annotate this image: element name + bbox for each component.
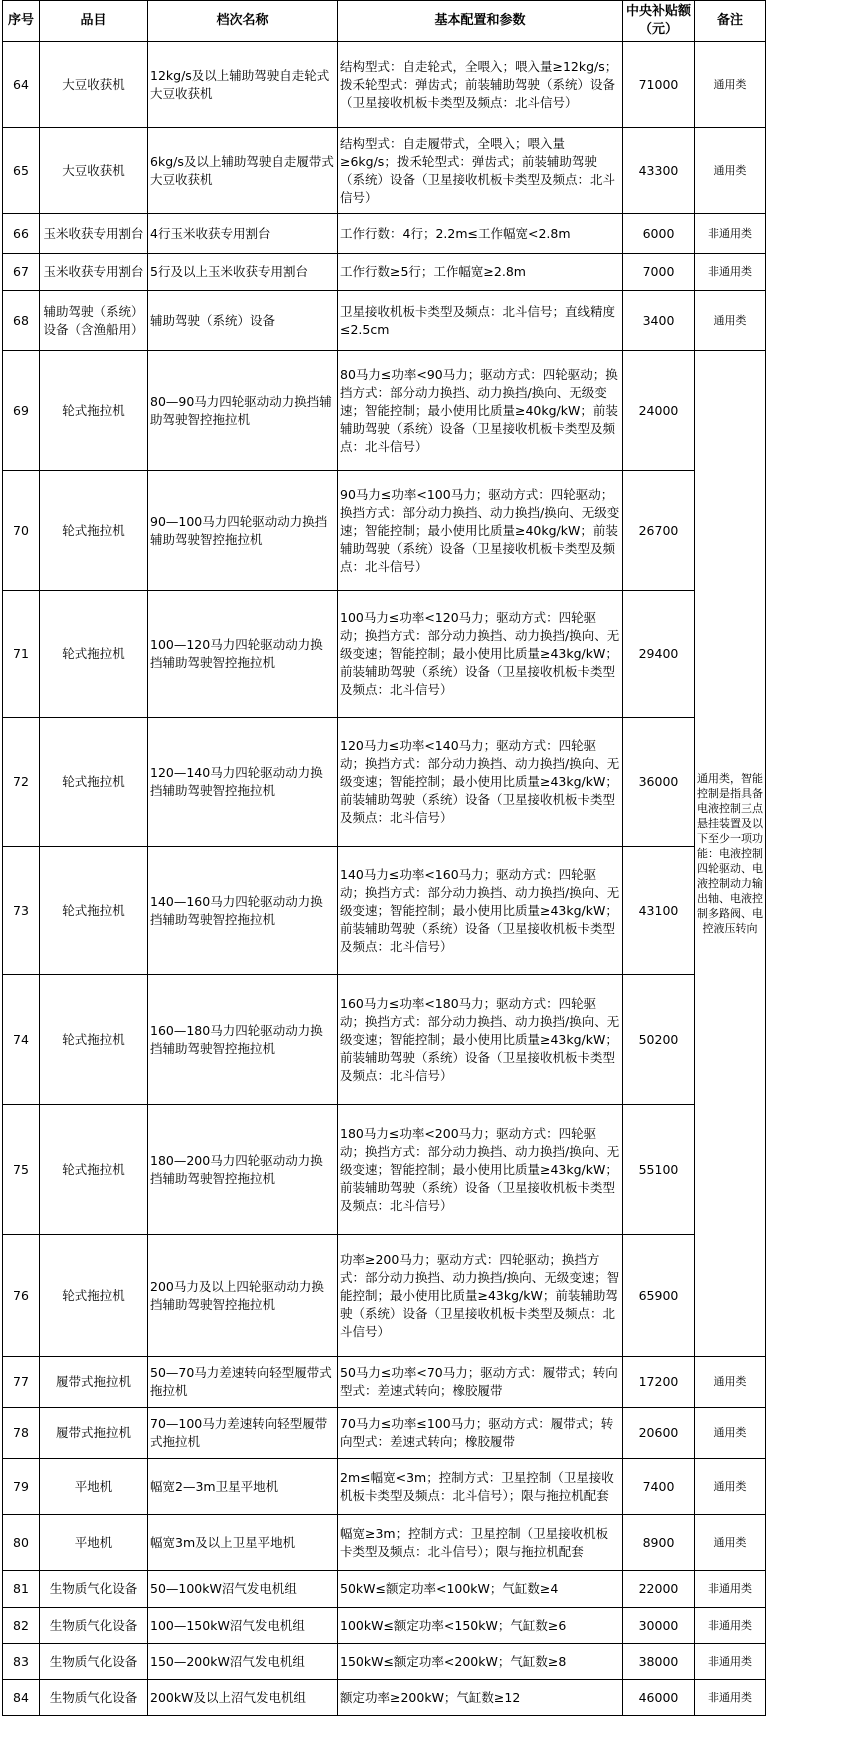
row-item: 轮式拖拉机 — [40, 975, 148, 1105]
row-item: 平地机 — [40, 1459, 148, 1515]
row-config: 结构型式：自走轮式，全喂入；喂入量≥12kg/s；拨禾轮型式：弹齿式；前装辅助驾驶（系统）设备（卫星接收机板卡类型及频点：北斗信号） — [338, 42, 623, 128]
row-item: 生物质气化设备 — [40, 1608, 148, 1644]
table-row — [3, 1105, 766, 1235]
row-item: 轮式拖拉机 — [40, 718, 148, 847]
row-subsidy: 26700 — [623, 471, 695, 591]
row-config: 80马力≤功率<90马力；驱动方式：四轮驱动；换挡方式：部分动力换挡、动力换挡/换向、无级变速；智能控制；最小使用比质量≥40kg/kW；前装辅助驾驶（系统）设备（卫星接收机板卡类型及频点：北斗信号） — [338, 351, 623, 471]
row-note: 通用类 — [695, 1459, 766, 1515]
row-no: 74 — [3, 975, 40, 1105]
row-item: 大豆收获机 — [40, 42, 148, 128]
row-no: 81 — [3, 1571, 40, 1608]
row-note: 非通用类 — [695, 214, 766, 254]
row-subsidy: 38000 — [623, 1644, 695, 1680]
row-item: 轮式拖拉机 — [40, 591, 148, 718]
table-row — [3, 42, 766, 128]
row-note: 非通用类 — [695, 1608, 766, 1644]
table-row — [3, 1357, 766, 1408]
row-config: 工作行数≥5行；工作幅宽≥2.8m — [338, 254, 623, 291]
row-subsidy: 17200 — [623, 1357, 695, 1408]
row-grade: 150—200kW沼气发电机组 — [148, 1644, 338, 1680]
row-grade: 5行及以上玉米收获专用割台 — [148, 254, 338, 291]
row-no: 70 — [3, 471, 40, 591]
row-subsidy: 22000 — [623, 1571, 695, 1608]
row-no: 80 — [3, 1515, 40, 1571]
table-row — [3, 1515, 766, 1571]
row-no: 65 — [3, 128, 40, 214]
table-row — [3, 1571, 766, 1608]
row-config: 卫星接收机板卡类型及频点：北斗信号；直线精度≤2.5cm — [338, 291, 623, 351]
row-config: 160马力≤功率<180马力；驱动方式：四轮驱动；换挡方式：部分动力换挡、动力换挡/换向、无级变速；智能控制；最小使用比质量≥43kg/kW；前装辅助驾驶（系统）设备（卫星接收机板卡类型及频点：北斗信号） — [338, 975, 623, 1105]
row-no: 66 — [3, 214, 40, 254]
row-config: 结构型式：自走履带式，全喂入；喂入量≥6kg/s；拨禾轮型式：弹齿式；前装辅助驾驶（系统）设备（卫星接收机板卡类型及频点：北斗信号） — [338, 128, 623, 214]
row-grade: 12kg/s及以上辅助驾驶自走轮式大豆收获机 — [148, 42, 338, 128]
row-no: 75 — [3, 1105, 40, 1235]
row-subsidy: 55100 — [623, 1105, 695, 1235]
row-item: 玉米收获专用割台 — [40, 254, 148, 291]
table-row — [3, 291, 766, 351]
row-subsidy: 8900 — [623, 1515, 695, 1571]
table-row — [3, 351, 766, 471]
row-note: 通用类 — [695, 1515, 766, 1571]
row-subsidy: 65900 — [623, 1235, 695, 1357]
header-config: 基本配置和参数 — [338, 1, 623, 42]
row-grade: 幅宽3m及以上卫星平地机 — [148, 1515, 338, 1571]
row-item: 轮式拖拉机 — [40, 1105, 148, 1235]
row-no: 76 — [3, 1235, 40, 1357]
header-row — [3, 1, 766, 42]
row-config: 2m≤幅宽<3m；控制方式：卫星控制（卫星接收机板卡类型及频点：北斗信号）；限与拖拉机配套 — [338, 1459, 623, 1515]
row-note: 通用类 — [695, 1408, 766, 1459]
row-grade: 100—150kW沼气发电机组 — [148, 1608, 338, 1644]
row-subsidy: 3400 — [623, 291, 695, 351]
row-config: 50kW≤额定功率<100kW；气缸数≥4 — [338, 1571, 623, 1608]
header-no: 序号 — [3, 1, 40, 42]
row-subsidy: 46000 — [623, 1680, 695, 1716]
header-note: 备注 — [695, 1, 766, 42]
row-note: 通用类 — [695, 128, 766, 214]
row-subsidy: 29400 — [623, 591, 695, 718]
row-no: 69 — [3, 351, 40, 471]
row-config: 150kW≤额定功率<200kW；气缸数≥8 — [338, 1644, 623, 1680]
row-note: 非通用类 — [695, 1644, 766, 1680]
row-config: 120马力≤功率<140马力；驱动方式：四轮驱动；换挡方式：部分动力换挡、动力换挡/换向、无级变速；智能控制；最小使用比质量≥43kg/kW；前装辅助驾驶（系统）设备（卫星接收机板卡类型及频点：北斗信号） — [338, 718, 623, 847]
row-note: 通用类 — [695, 1357, 766, 1408]
row-subsidy: 24000 — [623, 351, 695, 471]
row-grade: 160—180马力四轮驱动动力换挡辅助驾驶智控拖拉机 — [148, 975, 338, 1105]
row-subsidy: 43300 — [623, 128, 695, 214]
row-grade: 4行玉米收获专用割台 — [148, 214, 338, 254]
table-row — [3, 975, 766, 1105]
row-no: 73 — [3, 847, 40, 975]
row-subsidy: 7400 — [623, 1459, 695, 1515]
row-item: 轮式拖拉机 — [40, 471, 148, 591]
row-grade: 70—100马力差速转向轻型履带式拖拉机 — [148, 1408, 338, 1459]
header-subsidy: 中央补贴额（元） — [623, 1, 695, 42]
row-no: 64 — [3, 42, 40, 128]
row-item: 履带式拖拉机 — [40, 1408, 148, 1459]
row-item: 生物质气化设备 — [40, 1571, 148, 1608]
row-grade: 幅宽2—3m卫星平地机 — [148, 1459, 338, 1515]
row-grade: 180—200马力四轮驱动动力换挡辅助驾驶智控拖拉机 — [148, 1105, 338, 1235]
row-config: 100马力≤功率<120马力；驱动方式：四轮驱动；换挡方式：部分动力换挡、动力换挡/换向、无级变速；智能控制；最小使用比质量≥43kg/kW；前装辅助驾驶（系统）设备（卫星接收机板卡类型及频点：北斗信号） — [338, 591, 623, 718]
row-config: 140马力≤功率<160马力；驱动方式：四轮驱动；换挡方式：部分动力换挡、动力换挡/换向、无级变速；智能控制；最小使用比质量≥43kg/kW；前装辅助驾驶（系统）设备（卫星接收机板卡类型及频点：北斗信号） — [338, 847, 623, 975]
row-grade: 100—120马力四轮驱动动力换挡辅助驾驶智控拖拉机 — [148, 591, 338, 718]
table-row — [3, 847, 766, 975]
table-row — [3, 1235, 766, 1357]
row-config: 70马力≤功率≤100马力；驱动方式：履带式；转向型式：差速式转向；橡胶履带 — [338, 1408, 623, 1459]
row-subsidy: 6000 — [623, 214, 695, 254]
row-config: 90马力≤功率<100马力；驱动方式：四轮驱动；换挡方式：部分动力换挡、动力换挡/换向、无级变速；智能控制；最小使用比质量≥40kg/kW；前装辅助驾驶（系统）设备（卫星接收机板卡类型及频点：北斗信号） — [338, 471, 623, 591]
row-no: 67 — [3, 254, 40, 291]
row-item: 玉米收获专用割台 — [40, 214, 148, 254]
row-item: 大豆收获机 — [40, 128, 148, 214]
row-item: 轮式拖拉机 — [40, 351, 148, 471]
row-subsidy: 36000 — [623, 718, 695, 847]
row-no: 79 — [3, 1459, 40, 1515]
row-config: 幅宽≥3m；控制方式：卫星控制（卫星接收机板卡类型及频点：北斗信号）；限与拖拉机配套 — [338, 1515, 623, 1571]
row-item: 生物质气化设备 — [40, 1680, 148, 1716]
row-no: 83 — [3, 1644, 40, 1680]
row-grade: 120—140马力四轮驱动动力换挡辅助驾驶智控拖拉机 — [148, 718, 338, 847]
row-grade: 辅助驾驶（系统）设备 — [148, 291, 338, 351]
row-grade: 50—100kW沼气发电机组 — [148, 1571, 338, 1608]
subsidy-table — [2, 0, 766, 1716]
row-grade: 50—70马力差速转向轻型履带式拖拉机 — [148, 1357, 338, 1408]
row-no: 77 — [3, 1357, 40, 1408]
row-subsidy: 30000 — [623, 1608, 695, 1644]
row-item: 轮式拖拉机 — [40, 1235, 148, 1357]
row-subsidy: 71000 — [623, 42, 695, 128]
row-no: 68 — [3, 291, 40, 351]
row-note: 非通用类 — [695, 1680, 766, 1716]
row-grade: 90—100马力四轮驱动动力换挡辅助驾驶智控拖拉机 — [148, 471, 338, 591]
table-row — [3, 214, 766, 254]
row-note: 通用类 — [695, 42, 766, 128]
table-row — [3, 1644, 766, 1680]
table-row — [3, 1408, 766, 1459]
table-row — [3, 1608, 766, 1644]
row-grade: 140—160马力四轮驱动动力换挡辅助驾驶智控拖拉机 — [148, 847, 338, 975]
merged-note: 通用类，智能控制是指具备电液控制三点悬挂装置及以下至少一项功能：电液控制四轮驱动、电液控制动力输出轴、电液控制多路阀、电控液压转向 — [695, 351, 766, 1357]
row-no: 72 — [3, 718, 40, 847]
row-grade: 6kg/s及以上辅助驾驶自走履带式大豆收获机 — [148, 128, 338, 214]
row-config: 额定功率≥200kW；气缸数≥12 — [338, 1680, 623, 1716]
table-row — [3, 1680, 766, 1716]
row-no: 84 — [3, 1680, 40, 1716]
table-row — [3, 1459, 766, 1515]
table-row — [3, 128, 766, 214]
row-item: 轮式拖拉机 — [40, 847, 148, 975]
row-no: 82 — [3, 1608, 40, 1644]
row-config: 功率≥200马力；驱动方式：四轮驱动；换挡方式：部分动力换挡、动力换挡/换向、无级变速；智能控制；最小使用比质量≥43kg/kW；前装辅助驾驶（系统）设备（卫星接收机板卡类型及频点：北斗信号） — [338, 1235, 623, 1357]
row-item: 平地机 — [40, 1515, 148, 1571]
table-row — [3, 254, 766, 291]
row-no: 71 — [3, 591, 40, 718]
row-grade: 200kW及以上沼气发电机组 — [148, 1680, 338, 1716]
row-note: 通用类 — [695, 291, 766, 351]
table-row — [3, 591, 766, 718]
table-row — [3, 471, 766, 591]
row-subsidy: 50200 — [623, 975, 695, 1105]
row-config: 工作行数：4行；2.2m≤工作幅宽<2.8m — [338, 214, 623, 254]
row-subsidy: 20600 — [623, 1408, 695, 1459]
row-item: 生物质气化设备 — [40, 1644, 148, 1680]
row-config: 100kW≤额定功率<150kW；气缸数≥6 — [338, 1608, 623, 1644]
row-subsidy: 43100 — [623, 847, 695, 975]
row-grade: 200马力及以上四轮驱动动力换挡辅助驾驶智控拖拉机 — [148, 1235, 338, 1357]
header-grade: 档次名称 — [148, 1, 338, 42]
row-note: 非通用类 — [695, 254, 766, 291]
row-grade: 80—90马力四轮驱动动力换挡辅助驾驶智控拖拉机 — [148, 351, 338, 471]
row-note: 非通用类 — [695, 1571, 766, 1608]
table-row — [3, 718, 766, 847]
row-item: 履带式拖拉机 — [40, 1357, 148, 1408]
row-item: 辅助驾驶（系统）设备（含渔船用） — [40, 291, 148, 351]
row-config: 180马力≤功率<200马力；驱动方式：四轮驱动；换挡方式：部分动力换挡、动力换挡/换向、无级变速；智能控制；最小使用比质量≥43kg/kW；前装辅助驾驶（系统）设备（卫星接收机板卡类型及频点：北斗信号） — [338, 1105, 623, 1235]
header-item: 品目 — [40, 1, 148, 42]
row-no: 78 — [3, 1408, 40, 1459]
row-subsidy: 7000 — [623, 254, 695, 291]
row-config: 50马力≤功率<70马力；驱动方式：履带式；转向型式：差速式转向；橡胶履带 — [338, 1357, 623, 1408]
